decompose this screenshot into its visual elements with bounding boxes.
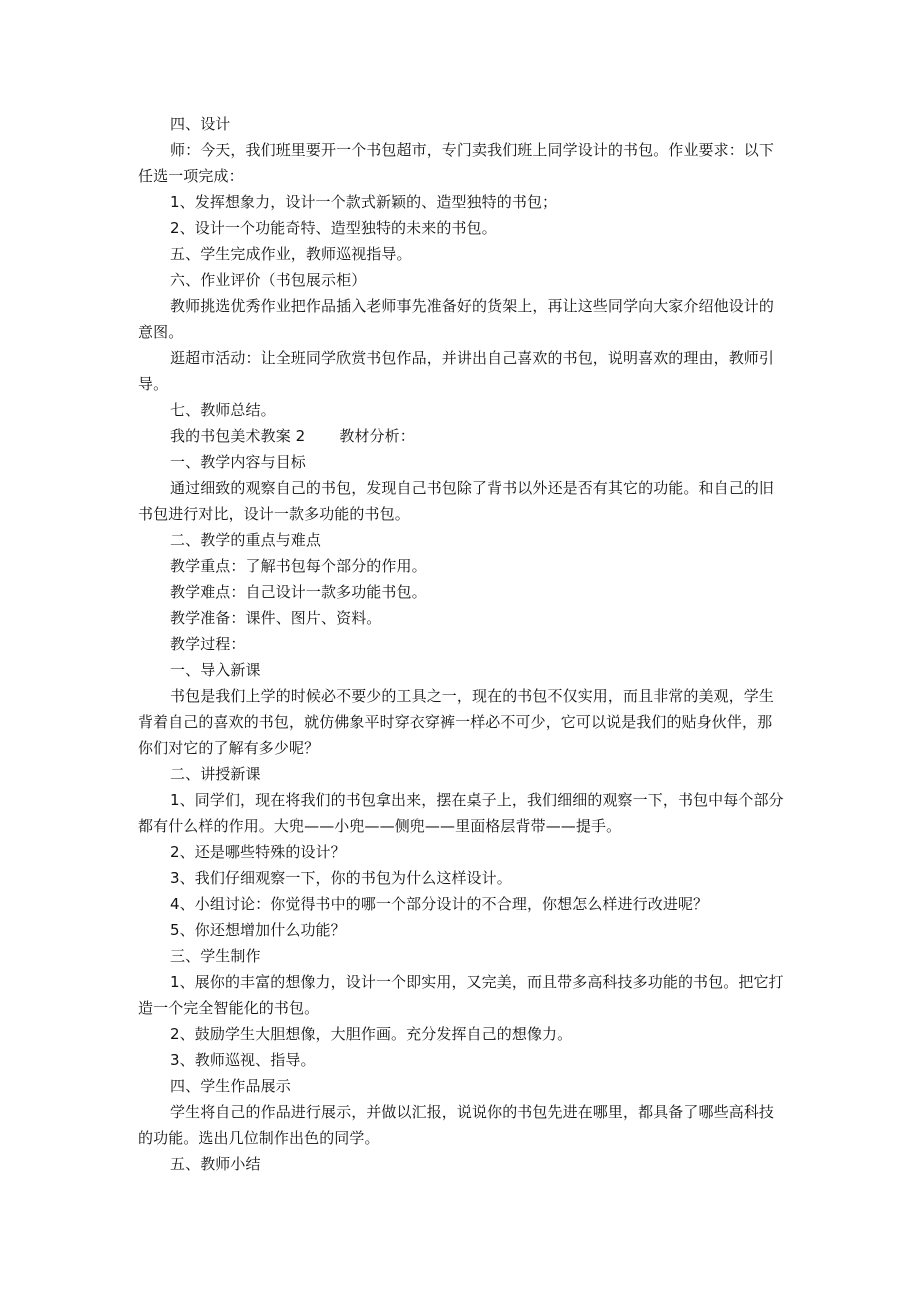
section-heading: 二、教学的重点与难点: [170, 531, 322, 549]
list-item: 3、我们仔细观察一下，你的书包为什么这样设计。: [170, 869, 512, 887]
list-item: 4、小组讨论：你觉得书中的哪一个部分设计的不合理，你想怎么样进行改进呢？: [170, 895, 709, 913]
body-paragraph: 学生将自己的作品进行展示，并做以汇报，说说你的书包先进在哪里，都具备了哪些高科技的功能。选出几位制作出色的同学。: [138, 1103, 775, 1147]
list-item: 5、你还想增加什么功能？: [170, 921, 346, 939]
body-paragraph: 教学重点：了解书包每个部分的作用。: [170, 557, 427, 575]
document-body: [138, 111, 786, 1177]
body-paragraph: 通过细致的观察自己的书包，发现自己书包除了背书以外还是否有其它的功能。和自己的旧书包进行对比，设计一款多功能的书包。: [138, 479, 775, 523]
section-heading: 一、导入新课: [170, 661, 261, 679]
analysis-label: 教材分析：: [339, 427, 415, 445]
body-paragraph: 教学难点：自己设计一款多功能书包。: [170, 583, 427, 601]
list-item: 2、鼓励学生大胆想像，大胆作画。充分发挥自己的想像力。: [170, 1025, 573, 1043]
list-item: 2、设计一个功能奇特、造型独特的未来的书包。: [170, 219, 497, 237]
body-paragraph: 书包是我们上学的时候必不要少的工具之一，现在的书包不仅实用，而且非常的美观，学生背着自己的喜欢的书包，就仿佛象平时穿衣穿裤一样必不可少，它可以说是我们的贴身伙伴，那你们对它的了解有多少呢？: [138, 687, 775, 757]
list-item: 2、还是哪些特殊的设计？: [170, 843, 346, 861]
section-heading: 六、作业评价（书包展示柜）: [170, 271, 367, 289]
section-heading: 一、教学内容与目标: [170, 453, 306, 471]
section-heading: 二、讲授新课: [170, 765, 261, 783]
body-paragraph: 教师挑选优秀作业把作品插入老师事先准备好的货架上，再让这些同学向大家介绍他设计的意图。: [138, 297, 775, 341]
section-heading: 四、学生作品展示: [170, 1077, 291, 1095]
section-heading: 五、教师小结: [170, 1155, 261, 1173]
section-heading: 三、学生制作: [170, 947, 261, 965]
section-heading: 七、教师总结。: [170, 401, 276, 419]
body-paragraph: 逛超市活动：让全班同学欣赏书包作品，并讲出自己喜欢的书包，说明喜欢的理由，教师引导。: [138, 349, 775, 393]
list-item: 1、同学们，现在将我们的书包拿出来，摆在桌子上，我们细细的观察一下，书包中每个部分都有什么样的作用。大兜——小兜——侧兜——里面格层背带——提手。: [138, 791, 784, 835]
section-heading: 五、学生完成作业，教师巡视指导。: [170, 245, 412, 263]
list-item: 3、教师巡视、指导。: [170, 1051, 316, 1069]
body-paragraph: 教学过程：: [170, 635, 246, 653]
list-item: 1、发挥想象力，设计一个款式新颖的、造型独特的书包；: [170, 193, 558, 211]
section-heading: 四、设计: [170, 115, 231, 133]
lesson-title: 我的书包美术教案 2: [170, 427, 306, 445]
body-paragraph: 教学准备：课件、图片、资料。: [170, 609, 382, 627]
list-item: 1、展你的丰富的想像力，设计一个即实用，又完美，而且带多高科技多功能的书包。把它打造一个完全智能化的书包。: [138, 973, 784, 1017]
title-line: [138, 423, 786, 449]
body-paragraph: 师：今天，我们班里要开一个书包超市，专门卖我们班上同学设计的书包。作业要求：以下任选一项完成：: [138, 141, 775, 185]
